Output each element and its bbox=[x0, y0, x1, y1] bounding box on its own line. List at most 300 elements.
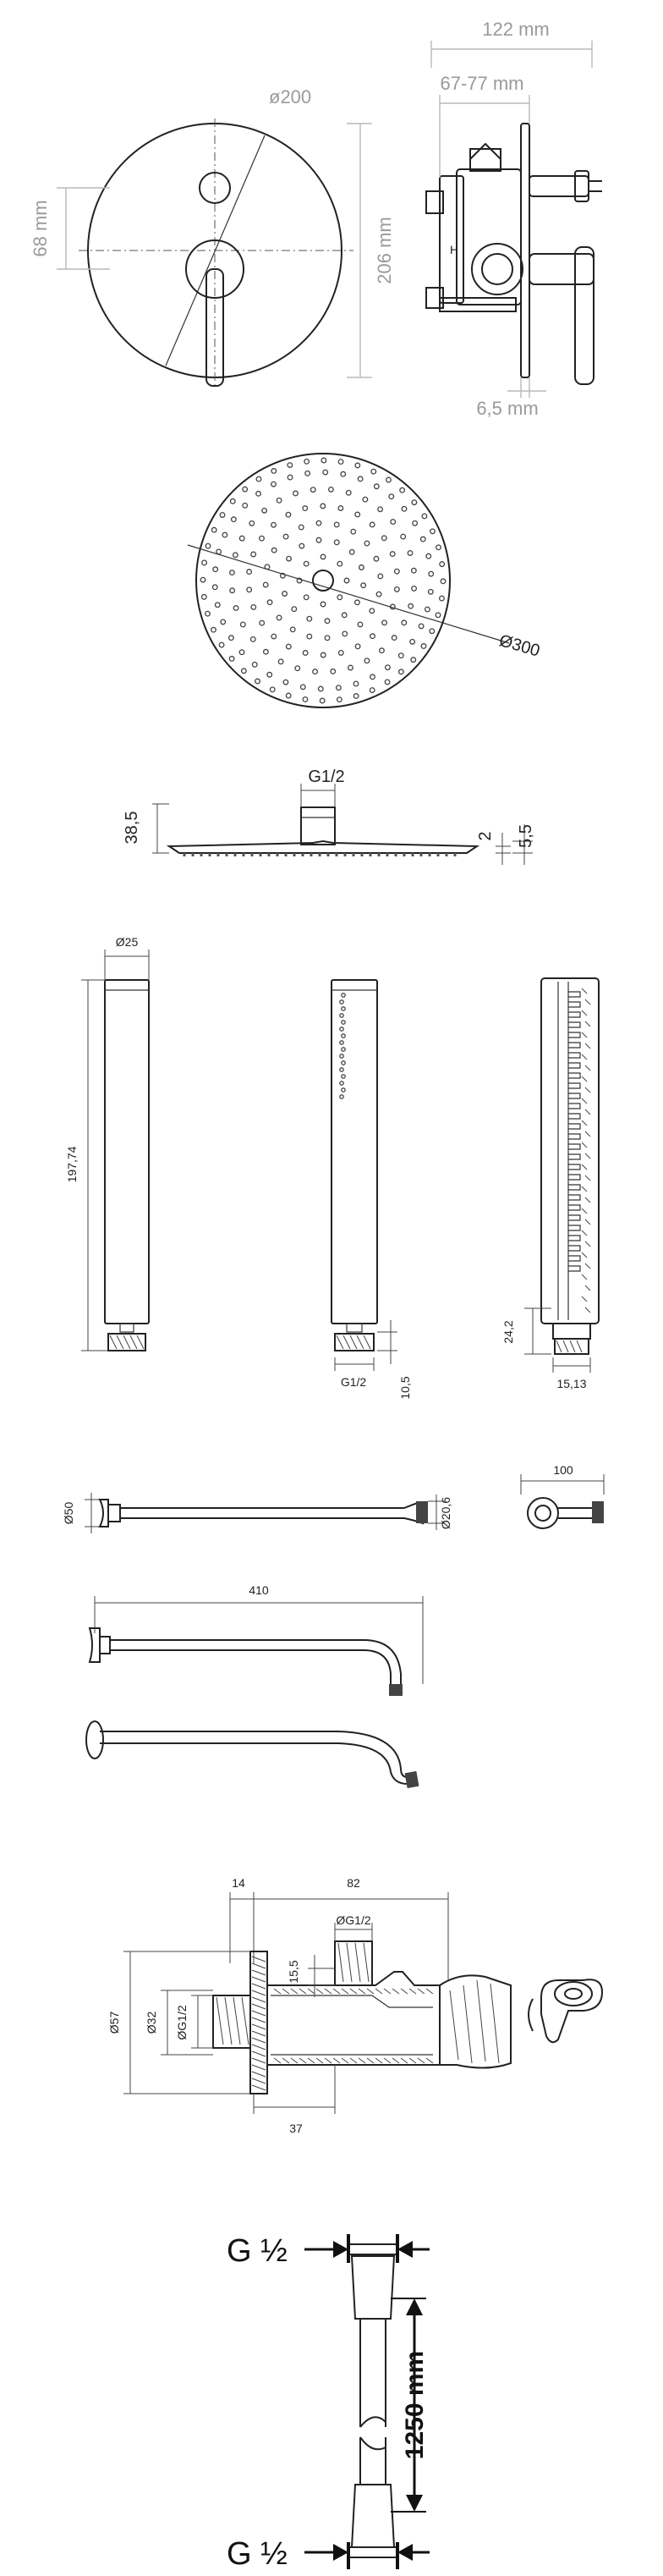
nozzle bbox=[395, 569, 400, 574]
nozzle bbox=[334, 522, 339, 527]
outlet-body-diameter-label: Ø32 bbox=[145, 2011, 158, 2034]
nozzle bbox=[321, 458, 326, 463]
hatch-line bbox=[308, 1989, 315, 1994]
nozzle bbox=[247, 587, 252, 592]
nozzle bbox=[323, 470, 328, 475]
nozzle bbox=[402, 507, 407, 512]
nozzle bbox=[395, 587, 400, 592]
nozzle bbox=[271, 634, 277, 639]
nozzle bbox=[213, 567, 218, 572]
nozzle bbox=[390, 552, 395, 557]
nozzle bbox=[307, 616, 312, 621]
hatch-line bbox=[392, 2058, 399, 2063]
section-tooth bbox=[568, 1124, 580, 1129]
section-tooth bbox=[568, 1104, 580, 1109]
section-tooth bbox=[568, 1043, 580, 1048]
shower-head-side-view bbox=[123, 768, 535, 865]
hatch-line bbox=[252, 1990, 266, 1995]
section-tooth bbox=[568, 1053, 580, 1058]
nozzle bbox=[249, 521, 255, 526]
nozzle bbox=[386, 477, 392, 482]
hatch-line bbox=[384, 2058, 391, 2063]
nozzle bbox=[321, 554, 326, 559]
arm-length-label: 410 bbox=[249, 1583, 269, 1597]
section-mark bbox=[585, 1065, 590, 1071]
section-tooth bbox=[568, 992, 580, 997]
hatch-line bbox=[252, 1977, 266, 1982]
valve-dimension-67-77 bbox=[440, 73, 529, 178]
nozzle bbox=[283, 680, 288, 685]
hatch-line bbox=[392, 1989, 399, 1994]
hatch-line bbox=[409, 2058, 416, 2063]
section-mark bbox=[582, 988, 587, 994]
hand-shower-thread-label: G1/2 bbox=[340, 1375, 367, 1389]
nozzle bbox=[233, 606, 238, 611]
nozzle bbox=[230, 570, 235, 575]
nozzle bbox=[277, 498, 282, 504]
nozzle bbox=[278, 659, 283, 664]
nozzle bbox=[221, 619, 226, 625]
hatch-line bbox=[252, 1970, 266, 1975]
hand-nozzle bbox=[340, 1095, 343, 1098]
nozzle bbox=[250, 637, 255, 642]
nozzle bbox=[361, 583, 366, 588]
hatch-line bbox=[252, 2085, 266, 2090]
nozzle bbox=[304, 460, 310, 465]
nozzle bbox=[267, 672, 272, 677]
nozzle bbox=[349, 550, 354, 555]
nozzle bbox=[215, 603, 220, 608]
valve-plate-thickness-label: 6,5 mm bbox=[476, 398, 539, 419]
nozzle bbox=[375, 484, 380, 489]
nozzle bbox=[230, 499, 235, 504]
nozzle bbox=[374, 556, 379, 561]
hatch-line bbox=[367, 1989, 374, 1994]
shower-head-edge-label: 2 bbox=[476, 831, 495, 841]
hatch-line bbox=[252, 2072, 266, 2077]
hatch-line bbox=[401, 2058, 408, 2063]
hand-nozzle bbox=[340, 1041, 343, 1044]
hand-nozzle bbox=[342, 1088, 345, 1092]
nozzle bbox=[211, 627, 216, 632]
hatch-line bbox=[342, 1989, 348, 1994]
nozzle bbox=[408, 551, 413, 556]
hatch-line bbox=[367, 2058, 374, 2063]
hatch-line bbox=[252, 2078, 266, 2083]
nozzle bbox=[288, 475, 293, 480]
nozzle bbox=[370, 634, 375, 639]
section-tooth bbox=[568, 1195, 580, 1200]
hatch-line bbox=[316, 1989, 323, 1994]
nozzle bbox=[344, 578, 349, 583]
nozzle bbox=[355, 512, 360, 517]
nozzle bbox=[271, 522, 277, 527]
hatch-line bbox=[426, 2058, 433, 2063]
wall-outlet-perspective bbox=[529, 1979, 602, 2042]
nozzle bbox=[386, 665, 391, 670]
nozzle bbox=[299, 525, 304, 530]
section-tooth bbox=[568, 1154, 580, 1159]
nozzle bbox=[320, 698, 325, 703]
nozzle bbox=[370, 608, 375, 614]
nozzle bbox=[400, 487, 405, 493]
hand-nozzle bbox=[340, 1068, 343, 1071]
nozzle bbox=[243, 504, 248, 509]
nozzle bbox=[392, 636, 397, 641]
shower-arm-perspective bbox=[86, 1721, 419, 1788]
nozzle bbox=[399, 653, 404, 658]
shower-arm-side-view bbox=[90, 1583, 423, 1696]
nozzle bbox=[251, 605, 256, 610]
nozzle bbox=[412, 500, 417, 505]
nozzle bbox=[242, 669, 247, 674]
shower-head-thread-label: G1/2 bbox=[308, 768, 345, 786]
outlet-flange-diameter-label: Ø57 bbox=[107, 2011, 121, 2034]
nozzle bbox=[389, 494, 394, 499]
nozzle bbox=[220, 513, 225, 518]
outlet-body-hatch bbox=[274, 1989, 433, 2063]
nozzle bbox=[260, 536, 265, 541]
section-mark bbox=[582, 1208, 587, 1214]
valve-side-view bbox=[426, 124, 602, 384]
valve-diameter-label: ø200 bbox=[269, 86, 312, 107]
shower-head-top-view bbox=[188, 454, 542, 707]
nozzle bbox=[370, 522, 375, 527]
section-mark bbox=[585, 1197, 590, 1203]
nozzle bbox=[277, 615, 282, 620]
hand-shower-front-view bbox=[65, 935, 149, 1351]
nozzle bbox=[287, 556, 292, 561]
hatch-line bbox=[350, 1989, 357, 1994]
nozzle bbox=[286, 512, 291, 517]
nozzle bbox=[353, 681, 359, 686]
hatch-line bbox=[426, 1989, 433, 1994]
nozzle bbox=[262, 508, 267, 513]
nozzle bbox=[264, 649, 269, 654]
hatch-line bbox=[401, 1989, 408, 1994]
section-tooth bbox=[568, 1144, 580, 1149]
section-tooth bbox=[568, 1185, 580, 1190]
nozzle bbox=[325, 636, 330, 641]
nozzle bbox=[303, 697, 308, 702]
nozzle bbox=[212, 585, 217, 590]
nozzle bbox=[355, 463, 360, 468]
section-mark bbox=[582, 1054, 587, 1060]
hatch-line bbox=[384, 1989, 391, 1994]
section-tooth bbox=[568, 1093, 580, 1098]
hatch-line bbox=[308, 2058, 315, 2063]
section-mark bbox=[585, 1285, 590, 1291]
nozzle bbox=[413, 520, 418, 526]
hatch-line bbox=[282, 2058, 289, 2063]
hand-nozzle bbox=[340, 1014, 343, 1017]
nozzle bbox=[290, 627, 295, 632]
section-mark bbox=[582, 1186, 587, 1192]
hand-nozzle bbox=[342, 1021, 345, 1024]
hand-shower-section-view bbox=[501, 978, 599, 1390]
nozzle bbox=[338, 460, 343, 465]
nozzle bbox=[321, 652, 326, 658]
nozzle bbox=[202, 595, 207, 600]
nozzle bbox=[256, 476, 261, 482]
hand-nozzle bbox=[342, 1048, 345, 1051]
section-tooth bbox=[568, 1002, 580, 1007]
nozzle bbox=[282, 592, 288, 597]
nozzle bbox=[411, 658, 416, 663]
hatch-line bbox=[282, 1989, 289, 1994]
nozzle bbox=[292, 607, 297, 612]
holder-height-label: 24,2 bbox=[501, 1320, 515, 1344]
nozzle bbox=[299, 543, 304, 548]
nozzle bbox=[200, 577, 205, 582]
nozzle bbox=[378, 574, 383, 579]
nozzle bbox=[346, 491, 351, 496]
nozzle bbox=[300, 685, 305, 690]
nozzle bbox=[430, 629, 435, 634]
shower-head-diameter-label: Ø300 bbox=[496, 631, 542, 661]
nozzle bbox=[229, 636, 234, 641]
valve-dimension-6-5 bbox=[476, 377, 546, 419]
section-tooth bbox=[568, 1083, 580, 1088]
section-mark bbox=[582, 1076, 587, 1082]
section-tooth bbox=[568, 1256, 580, 1261]
nozzle bbox=[303, 651, 308, 656]
section-tooth bbox=[568, 1063, 580, 1068]
nozzle bbox=[342, 631, 348, 636]
nozzle bbox=[286, 644, 291, 649]
nozzle bbox=[380, 648, 385, 653]
valve-offset-label: 68 mm bbox=[30, 200, 51, 257]
nozzle bbox=[376, 592, 381, 597]
hatch-line bbox=[325, 2058, 332, 2063]
hose-length-label: 1250 mm bbox=[401, 2350, 429, 2460]
nozzle bbox=[329, 487, 334, 493]
nozzle bbox=[211, 527, 216, 532]
nozzle bbox=[385, 680, 390, 685]
nozzle bbox=[342, 613, 347, 618]
nozzle bbox=[304, 595, 309, 600]
nozzle bbox=[293, 491, 299, 496]
nozzle bbox=[358, 622, 363, 627]
outlet-flange-hatch bbox=[252, 1957, 266, 2090]
hand-nozzle bbox=[340, 1082, 343, 1085]
nozzle bbox=[355, 600, 360, 605]
nozzle bbox=[420, 537, 425, 542]
hose-bottom-thread-label: G ½ bbox=[227, 2536, 288, 2572]
nozzle bbox=[271, 482, 277, 487]
nozzle bbox=[430, 529, 436, 534]
hatch-line bbox=[316, 2058, 323, 2063]
section-mark bbox=[582, 1230, 587, 1236]
arm-tube-diameter-label: Ø20,6 bbox=[439, 1496, 452, 1530]
hand-nozzle bbox=[340, 1027, 343, 1031]
section-mark bbox=[585, 1175, 590, 1181]
section-mark bbox=[585, 1241, 590, 1247]
nozzle bbox=[247, 570, 252, 575]
nozzle bbox=[425, 607, 430, 612]
section-mark bbox=[585, 1087, 590, 1093]
nozzle bbox=[441, 579, 446, 584]
nozzle bbox=[337, 595, 342, 600]
valve-dimension-200 bbox=[269, 86, 311, 107]
hatch-line bbox=[252, 2065, 266, 2070]
nozzle bbox=[370, 688, 375, 693]
nozzle bbox=[391, 520, 396, 525]
hand-shower-nozzles bbox=[340, 994, 345, 1098]
nozzle bbox=[303, 506, 308, 511]
hatch-line bbox=[252, 2011, 266, 2016]
nozzle bbox=[436, 545, 441, 550]
nozzle bbox=[338, 651, 343, 656]
hand-shower-side-view bbox=[332, 980, 412, 1400]
section-tooth bbox=[568, 1134, 580, 1139]
section-mark bbox=[582, 1098, 587, 1104]
nozzle bbox=[382, 620, 387, 625]
section-mark bbox=[582, 1252, 587, 1258]
hatch-line bbox=[418, 2058, 425, 2063]
hatch-line bbox=[252, 2038, 266, 2043]
nozzle bbox=[304, 561, 309, 566]
nozzle bbox=[271, 548, 277, 553]
section-tooth bbox=[568, 1225, 580, 1230]
shower-arm-top-view bbox=[62, 1493, 452, 1533]
valve-dimension-122 bbox=[431, 19, 592, 68]
nozzle bbox=[283, 534, 288, 539]
outlet-dim-82-label: 82 bbox=[347, 1876, 360, 1890]
nozzle bbox=[419, 624, 424, 629]
hatch-line bbox=[299, 2058, 306, 2063]
valve-front-view bbox=[79, 118, 353, 386]
section-mark bbox=[582, 1032, 587, 1038]
nozzle bbox=[429, 589, 434, 594]
nozzle bbox=[263, 582, 268, 587]
nozzle bbox=[364, 541, 370, 546]
nozzle bbox=[337, 697, 342, 702]
outlet-dim-15-5-label: 15,5 bbox=[287, 1960, 300, 1984]
nozzle bbox=[399, 669, 404, 674]
nozzle bbox=[363, 497, 368, 502]
nozzle bbox=[267, 600, 272, 605]
nozzle bbox=[316, 537, 321, 542]
nozzle bbox=[307, 634, 312, 639]
section-tooth bbox=[568, 1164, 580, 1170]
arm-projection-label: 100 bbox=[553, 1463, 573, 1477]
hatch-line bbox=[252, 1997, 266, 2002]
hand-nozzle bbox=[342, 994, 345, 997]
hand-nozzle bbox=[340, 1000, 343, 1004]
section-mark bbox=[585, 1043, 590, 1049]
hatch-line bbox=[418, 1989, 425, 1994]
outlet-side-thread-label: ØG1/2 bbox=[175, 2005, 189, 2040]
nozzle bbox=[205, 543, 211, 548]
nozzle bbox=[310, 487, 315, 493]
hatch-line bbox=[325, 1989, 332, 1994]
hatch-line bbox=[359, 1989, 365, 1994]
hatch-line bbox=[375, 1989, 382, 1994]
hatch-line bbox=[274, 2058, 281, 2063]
hatch-line bbox=[350, 2058, 357, 2063]
section-tooth bbox=[568, 1032, 580, 1038]
section-tooth bbox=[568, 1073, 580, 1078]
hatch-line bbox=[252, 2017, 266, 2023]
valve-depth-range-label: 67-77 mm bbox=[440, 73, 524, 94]
hatch-line bbox=[333, 2058, 340, 2063]
outlet-dim-37-label: 37 bbox=[289, 2122, 303, 2135]
section-tooth bbox=[568, 1266, 580, 1271]
nozzle bbox=[410, 639, 415, 644]
nozzle bbox=[239, 536, 244, 541]
nozzle bbox=[353, 694, 359, 699]
section-tooth bbox=[568, 1012, 580, 1017]
section-mark bbox=[585, 1263, 590, 1269]
wall-outlet-section bbox=[107, 1876, 511, 2135]
hand-nozzle bbox=[342, 1007, 345, 1010]
nozzle bbox=[286, 693, 291, 698]
hatch-line bbox=[333, 1989, 340, 1994]
hatch-line bbox=[252, 2024, 266, 2029]
section-mark bbox=[582, 1120, 587, 1126]
nozzle bbox=[436, 613, 441, 618]
nozzle bbox=[331, 669, 336, 674]
nozzle bbox=[348, 665, 353, 670]
nozzle bbox=[205, 611, 211, 616]
arm-flange-diameter-label: Ø50 bbox=[62, 1501, 75, 1525]
section-tooth bbox=[568, 1246, 580, 1251]
nozzle bbox=[370, 674, 375, 680]
nozzle bbox=[325, 619, 330, 624]
section-tooth bbox=[568, 1114, 580, 1119]
nozzle bbox=[440, 596, 445, 601]
nozzle bbox=[295, 666, 300, 671]
section-tooth bbox=[568, 1215, 580, 1220]
section-mark bbox=[585, 999, 590, 1005]
nozzle bbox=[402, 620, 407, 625]
hatch-line bbox=[291, 2058, 298, 2063]
section-mark bbox=[582, 1142, 587, 1148]
nozzle bbox=[338, 506, 343, 511]
hatch-line bbox=[342, 2058, 348, 2063]
hatch-line bbox=[252, 2058, 266, 2063]
hatch-line bbox=[409, 1989, 416, 1994]
valve-dimension-206 bbox=[347, 124, 395, 377]
hot-marker: H bbox=[450, 243, 459, 256]
hatch-line bbox=[252, 2031, 266, 2036]
hatch-line bbox=[375, 2058, 382, 2063]
shower-hose bbox=[227, 2233, 430, 2572]
shower-head-height-label: 38,5 bbox=[123, 811, 141, 845]
outlet-top-thread-label: ØG1/2 bbox=[336, 1913, 371, 1927]
section-mark bbox=[585, 1219, 590, 1225]
nozzle bbox=[230, 588, 235, 593]
nozzle bbox=[381, 536, 386, 541]
hatch-line bbox=[291, 1989, 298, 1994]
nozzle bbox=[271, 469, 277, 474]
nozzle bbox=[270, 687, 275, 692]
nozzle bbox=[313, 669, 318, 674]
section-tooth bbox=[568, 1205, 580, 1210]
nozzle bbox=[408, 603, 414, 608]
hand-nozzle bbox=[340, 1054, 343, 1058]
nozzle bbox=[337, 685, 342, 691]
nozzle bbox=[334, 540, 339, 545]
section-tooth bbox=[568, 1175, 580, 1180]
shower-arm-end-view bbox=[521, 1463, 604, 1528]
section-mark bbox=[582, 1010, 587, 1016]
nozzle bbox=[412, 586, 417, 592]
nozzle bbox=[426, 553, 431, 559]
nozzle bbox=[316, 520, 321, 526]
hatch-line bbox=[359, 2058, 365, 2063]
